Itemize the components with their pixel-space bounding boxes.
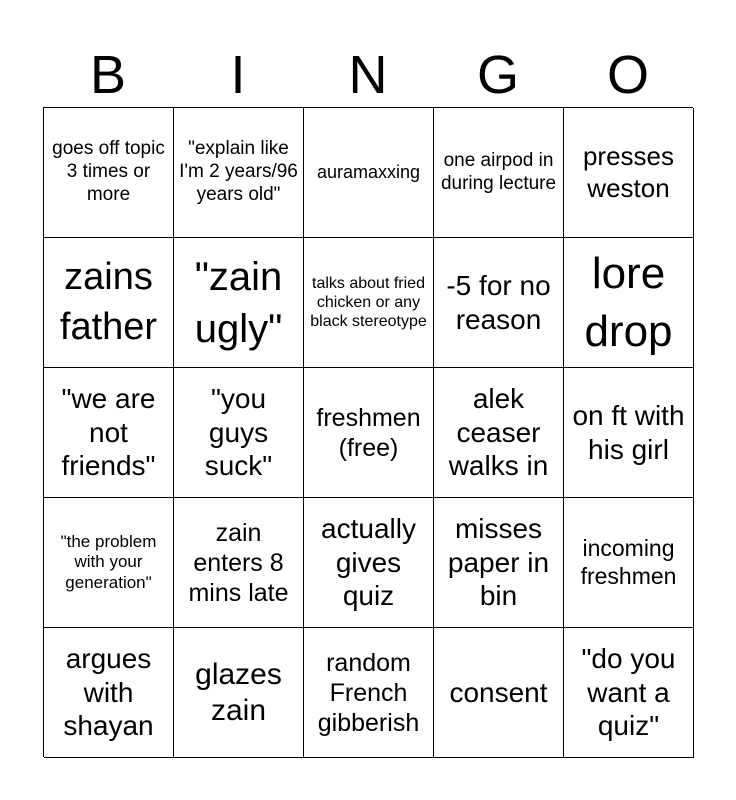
cell-text: glazes zain: [195, 657, 282, 727]
bingo-cell[interactable]: [564, 628, 694, 758]
cell-text: "the problem with your generation": [60, 531, 157, 592]
bingo-cell[interactable]: [44, 368, 174, 498]
cell-text: actually gives quiz: [321, 513, 416, 612]
cell-text: auramaxxing: [316, 161, 421, 182]
bingo-cell[interactable]: [44, 628, 174, 758]
cell-text: talks about fried chicken or any black stereotype: [310, 274, 427, 331]
bingo-cell[interactable]: [44, 498, 174, 628]
bingo-cell[interactable]: [174, 368, 304, 498]
bingo-board: [43, 107, 693, 757]
cell-text: goes off topic 3 times or more: [52, 138, 165, 205]
cell-text: "you guys suck": [204, 383, 273, 482]
cell-text: one airpod in during lecture: [440, 149, 557, 194]
cell-text: alek ceaser walks in: [448, 383, 549, 482]
cell-text: "explain like I'm 2 years/96 years old": [179, 138, 298, 205]
bingo-header: [43, 44, 693, 106]
cell-text: on ft with his girl: [572, 399, 685, 465]
bingo-cell[interactable]: [434, 628, 564, 758]
bingo-cell[interactable]: [174, 628, 304, 758]
header-letter-i: I: [230, 45, 246, 105]
cell-text: "do you want a quiz": [581, 643, 676, 742]
header-letter-n: N: [348, 45, 388, 105]
bingo-cell[interactable]: [174, 238, 304, 368]
bingo-cell[interactable]: [564, 238, 694, 368]
cell-text: "we are not friends": [61, 383, 156, 482]
bingo-cell[interactable]: [44, 108, 174, 238]
bingo-cell[interactable]: [304, 238, 434, 368]
cell-text: presses weston: [582, 141, 675, 203]
bingo-cell[interactable]: [434, 498, 564, 628]
bingo-cell[interactable]: [174, 498, 304, 628]
bingo-cell[interactable]: [304, 108, 434, 238]
bingo-cell[interactable]: [304, 628, 434, 758]
cell-text: zains father: [59, 256, 158, 348]
cell-text: argues with shayan: [63, 643, 154, 742]
cell-text: incoming freshmen: [580, 534, 677, 589]
cell-text: lore drop: [584, 249, 673, 356]
bingo-cell[interactable]: [304, 368, 434, 498]
cell-text: -5 for no reason: [446, 269, 551, 335]
bingo-cell[interactable]: [434, 368, 564, 498]
header-letter-g: G: [476, 45, 519, 105]
bingo-cell[interactable]: [564, 108, 694, 238]
bingo-cell[interactable]: [434, 238, 564, 368]
bingo-cell[interactable]: [564, 368, 694, 498]
bingo-cell[interactable]: [304, 498, 434, 628]
header-letter-o: O: [606, 45, 649, 105]
cell-text: random French gibberish: [317, 648, 420, 737]
bingo-cell[interactable]: [44, 238, 174, 368]
cell-text: freshmen (free): [316, 403, 421, 462]
cell-text: "zain ugly": [194, 254, 283, 351]
bingo-cell[interactable]: [564, 498, 694, 628]
header-letter-b: B: [89, 45, 127, 105]
cell-text: zain enters 8 mins late: [188, 518, 289, 607]
cell-text: consent: [449, 676, 548, 708]
bingo-cell[interactable]: [434, 108, 564, 238]
bingo-cell[interactable]: [174, 108, 304, 238]
cell-text: misses paper in bin: [447, 513, 550, 612]
